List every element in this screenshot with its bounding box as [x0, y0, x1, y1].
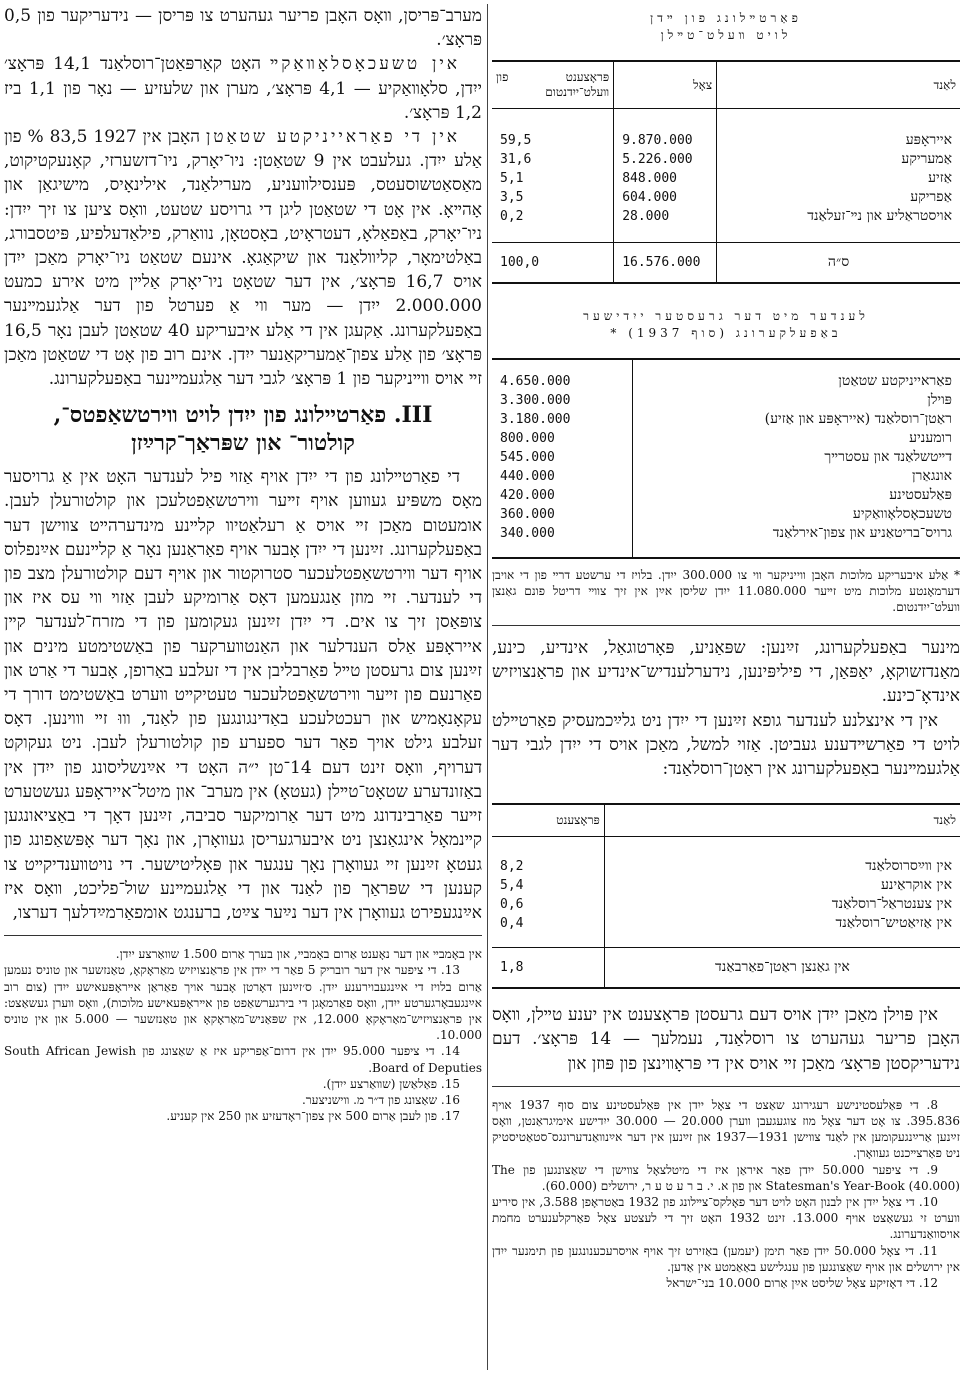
table2-title-line2: באַפעלקערונג (סוף 1937) * [610, 326, 842, 340]
section-heading: III. פאַרטײלונג פון ייִדן לויט װירטשאַפטס־, קולטור־ און שפּראַך־קרײַזן [53, 402, 433, 457]
table1-header-country: לאַנד [717, 61, 960, 109]
footnote: 13. די ציפער אין דער רובריק 5 פאַר די ייִדן אין פראַנצויזיש מאַראָקאָ, טאַנזשער און טוניס נעמען אַרום בלויז די אײַנגעבוירענע ייִדן. ס׳זײַנען דאָרטן אָבער אויך פאַראַן אײראָפּעאישע ייִדן (צום רוב אײַנגעבאָרגערטע ייִדן, װאָס פאַרמאָגן די בירגערשאַפט פון אײראָפּעאישע מלוכות), װאָס װערן געשאַצט: אין פראַנצויזיש־מאַראָקאָ 12.000, אין שפּאַניש־מאַראָקאָ און טאַנזשער — 5.000 און אין טוניס 10.000. [4, 963, 482, 1043]
table-row: ראַטן־רוסלאַנד (אייראָפּע און אַזיע) 3.180.000 [492, 410, 960, 429]
table-row: טשעכאָסלאָוואַקיע 360.000 [492, 505, 960, 524]
column-separator [487, 4, 488, 1370]
footnote: 9. די ציפער 50.000 ייִדן פאַר איראַן איז די מיטלצאָל צװישן די שאַצונגען פון The Statesman's Year-Book (40.000) און פון א. י. ב ר ע ט ע ר, ירושלים (60.000). [492, 1162, 960, 1193]
paragraph: אין די אינצלנע לענדער גופא זײַנען די ייִדן ניט גלײַכמעסיק פאַרטײלט לויט די פאַרשײדענע געביטן. אַזוי למשל, מאַכן אויס די ייִדן לגבי דער אַלגעמײנער באַפעלקערונג אין ראַטן־רוסלאַנד: [492, 710, 960, 780]
paragraph: אין פּוילן מאַכן ייִדן אויס דעם גרעסטן פּראָצענט אין יענע טײלן, װאָס האָבן פריער געהערט צו רוסלאַנד, נעמלעך — 14 פּראָצ׳. דעם נידעריקסטן פּראָצ׳ מאַכן זײ אויס אין די פּראָװינצן פון פּוזן און [492, 1005, 960, 1074]
footnote: 11. די צאָל 50.000 ייִדן פאַר תימן (יעמען) באַזירט זיך אויף אויסרעכענונגען פון תימנער ייִדן אין ירושלים און אויף שאַצונגען פון ענגלישע באַאַמטע אין אַדען. [492, 1243, 960, 1274]
footnote: 12. די דאָזיקע צאָל שליסט אײַן אַרום 10.000 בני־ישראל [666, 1276, 938, 1291]
table2-footnote: * אַלע איבעריקע מלוכות האָבן װייניקער װי צו 300.000 ייִדן. בלויז די ערשטע דרײ פון די אויבן דערמאָנטע מלוכות מיט זײער 11.080.000 ייִדן שליסן אײַן אין זיך צװײ דריטל פונם גאַנצן װעלט־ייִדנטום. [492, 568, 960, 614]
paragraph: אין די פאַראייניקטע שטאַטן האָבן אין 1927 83,5 % פון אַלע ייִדן. געלעבט אין 9 שטאַטן: ניו־יאָרק, ניו־דזשערזי, קאָנעקטיקוט, מאַסאַטשוסעטס, פּענסילװעניע, מערילאַנד, אילינאָיס, מישיגאַן און אָהײאָ. אין אָט די שטאַטן ליגן די גרויסע שטעט, װאָס ציען צו זיך ייִדן: ניו־יאָרק, באַפאַלאָ, דעטראָיט, באָסטאָן, נוואַרק, פילאַדעלפיע, פּיטסבורג, באַלטימאָר, קליװלאַנד און שיקאַגאָ. אינעם שטאַט ניו־יאָרק מאַכן ייִדן אויס 16,7 פּראָצ׳, אין דער שטאָט ניו־יאָרק אַלײן מיט אירע כמעט 2.000.000 ייִדן — מער װי אַ פערטל פון דער אַלגעמײנער באַפעלקערונג. אַקעגן אין די אַלע איבעריקע 40 שטאַטן לעבן נאָר 16,5 פּראָצ׳ פון אַלע צפון־אַמעריקאַנער ייִדן. אינם רוב פון אָט די שטאַטן מאַכן זײ אויס װײניקער פון 1 פּראָצ׳ לגבי דער אַלגעמײנער באַפעלקערונג. [4, 127, 483, 390]
table-row: גרויס־בריטאַניע און צפון־אירלאַנד 340.000 [492, 524, 960, 543]
table1-header-count: צאָל [614, 61, 717, 109]
footnote: 8. די פּאַלעסטינישע רעגירונג שאַצט די צאָל ייִדן אין פּאַלעסטינע צום סוף 1937 אויף 395.836. צו אָט דער צאָל מוז צוגעגעבן װערן 20.000 — 30.000 ייִדישע אימיגראַנטן, װאָס זײַנען אַרײַנגעקומען אין לאַנד צװישן 1931—1937 און זײַנען אין דער אײַנװאַנדערונגס־סטאַטיסטיק ניט פאַרצײכנט געװאָרן. [492, 1097, 960, 1161]
table3-header-percent: פּראָצענט [492, 804, 604, 837]
spaced-lead: אין די פאַראייניקטע שטאַטן [205, 127, 461, 148]
table-ussr-regions [492, 803, 960, 989]
footnote: 15. פאַלאַשן (שװאַרצע ייִדן). [322, 1076, 460, 1091]
table-row: אין װײַסרוסלאַנד 8,2 [492, 857, 960, 876]
paragraph: די פאַרטײלונג פון די ייִדן אויף אַזױ פיל לענדער האָט אין אַ גרויסער מאָס משפּיע געװען אויף זײער װירטשאַפטלעכן און קולטורעלן לעבן. אומעטום מאַכן זײ אויס אַ רעלאַטיװ קלײנע מינדערהײט צװישן דער באַפעלקערונג. זײַנען די ייִדן אָבער אויף פאַראַנען נאָר אַ קלײנעם אײַנפלוס אויף דער װירטשאַפטלעכער סטרוקטור און אויף דעם קולטורעלן מצב פון די לענדער. זײ מוזן אַנגעמען דאָס אַרומיקע לעבן אַזױ װי עס איז און צופּאַסן זיך צו אים. די ייִדן זײַנען געקומען פון די מזרח־לענדער קײן אייראָפּע אַלס הענדלער און האַנטװערקער פון באַשטימטע מינים און זײַנען צום גרעסטן טײל פאַרבליבן אין די זעלבע באַרופן, אָבער די אַרט און פאַרנעם פון זײער װירטשאַפטלעכער טעטיקײט װערט באַשטימט דורך די עקאָנאָמיש און רעכטלעכע באַדינגונגען פון לאַנד, װוּ זײ װױנען. דאָס זעלבע גילט אויך פאַר דער ספערע פון קולטורעלן לעבן. ניט געקוקט דערויף, װאָס זינט דעם 14־טן י״ה האָט די אײַנשליסונג פון ייִדן אין באַזונדערע שטאָט־טײלן (געטאָ) אין מערב־ און מיטל־אייראָפּע געשטערט זײער פאַרבינדונג מיט דער אַרומיקער סביבה, זײַנען דאָך די באַציאונגען קײנמאָל אינגאַנצן ניט איבערגעריסן געװאָרן, און נאָך דער אָפּשאַפונג פון געטאָ זײַנען זײ געװאָרן נאָך ענגער און פּאָליטישער. די נויטװענדיקײט צו קענען די שפּראַך פון לאַנד און די אַלגעמײנע שול־פליכט, װאָס איז אײַנגעפירט געװאָרן אין דער נײַער צײַט, ברענגט אומפאַרמײַדלעך דערצו, [4, 467, 483, 923]
left-column [4, 0, 482, 1124]
table-row: אונגאַרן 440.000 [492, 467, 960, 486]
table-row: דײטשלאַנד און עסטרײך 545.000 [492, 448, 960, 467]
paragraph: מינער באַפעלקערונג, זײַנען: שפּאַניע, פּאָרטוגאַל, אינדיע, כינע, מאַנדזשוקאָ, יאַפּאַן, די פיליפּינען, נידערלענדיש־אינדיע און פראַנצויזיש אינדאָ־כינע. [492, 638, 960, 707]
table-row: פאַראייניקטע שטאַטן 4.650.000 [492, 372, 960, 391]
table-row: אייראָפּע 9.870.000 59,5 [492, 131, 960, 150]
table1-title-line2: לויט װעלט־טײלן [660, 28, 792, 42]
table-row: אַפריקע 604.000 3,5 [492, 188, 960, 207]
table-jews-by-continent [492, 60, 960, 284]
table-row: פּאַלעסטינע 420.000 [492, 486, 960, 505]
table-row: אין אוקראַינע 5,4 [492, 876, 960, 895]
footnote: 14. די ציפער 95.000 ייִדן אין דרום־אַפריקע איז אַ שאַצונג פון South African Jewish Board of Deputies. [4, 1044, 482, 1075]
table-row: רומעניע 800.000 [492, 429, 960, 448]
spaced-lead: אין טשעכאָסלאָװאַקײ [269, 54, 461, 75]
paragraph: אין טשעכאָסלאָװאַקײ האָט קאַרפּאַטן־רוסלאַנד 14,1 פּראָצ׳ ייִדן, סלאָװאַקיע — 4,1 פּראָצ׳, מערן און שלעזיע — נאָר פון 1,1 ביז 1,2 פּראָצ׳. [4, 54, 482, 123]
footnote: אין באָמבײ און דער נאָענט אַרום באָמבײ, און בערך אַרום 1.500 שװאַרצע ייִדן. [115, 947, 482, 962]
table-row: אין אַזיאַטיש־רוסלאַנד 0,4 [492, 914, 960, 933]
table-row: אויסטראַליע און נײ־זעלאַנד 28.000 0,2 [492, 207, 960, 226]
table1-total-row: ס״ה 16.576.000 100,0 [492, 243, 960, 284]
table-row: אין צענטראַל־רוסלאַנד 0,6 [492, 895, 960, 914]
table-row: פּוילן 3.300.000 [492, 391, 960, 410]
footnote: 16. שאַצונג פון ד״ר מ. װישניצער. [301, 1092, 460, 1107]
table1-title-line1: פאַרטײלונג פון ײדן [650, 11, 802, 25]
table2-title-line1: לענדער מיט דער גרעסטער ייִדישער [583, 309, 869, 323]
table3-header-country: לאַנד [604, 804, 960, 837]
table-row: אַמעריקע 5.226.000 31,6 [492, 150, 960, 169]
table-row: אַזיע 848.000 5,1 [492, 169, 960, 188]
footnote: 17. פון לעבן אַרום 500 אין צפון־ראָדעזיע און 250 אין קעניע. [166, 1109, 460, 1124]
paragraph: מערב־פּריסן, װאָס האָבן פריער געהערט צו פּריסן — נידעריקער פון 0,5 פּראָצ׳. [4, 6, 482, 51]
table-largest-jewish-populations [492, 358, 960, 559]
table3-total-row: אין גאַנצן ראַטן־פאַרבאַנד 1,8 [492, 948, 960, 989]
footnote: 10. די צאָל ייִדן אין לבנון האָט לויט דער פאָלקס־צײלונג פון 1932 באַטראָפן 3.588, אין סיריע װערט זי געשאַצט אויף 13.000. זינט 1932 האָט זיך די לעצטע צאָל פאַרקלענערט מחמת אויסװאַנדערונג. [492, 1195, 960, 1242]
table1-header-percent: פּראָצענט פון װעלט־ייִדנטום [492, 61, 614, 109]
right-column [492, 0, 960, 1291]
